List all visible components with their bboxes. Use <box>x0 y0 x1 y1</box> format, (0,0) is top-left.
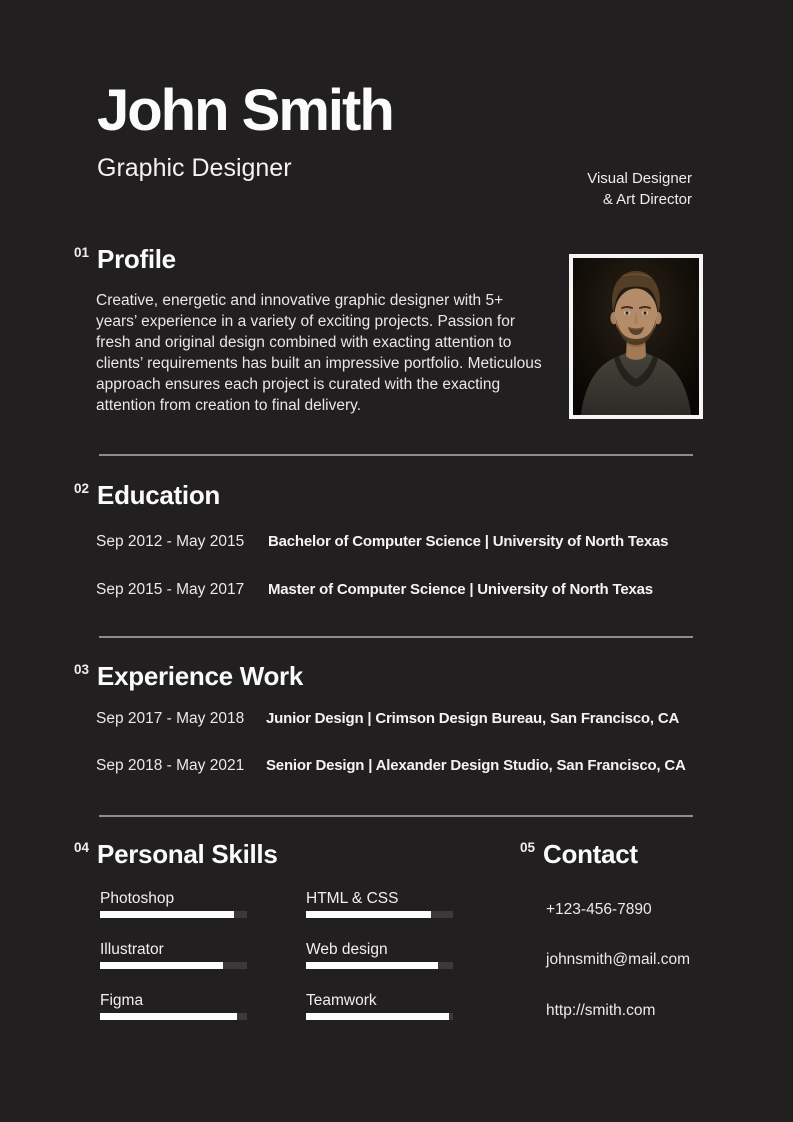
contact-website: http://smith.com <box>546 1002 656 1019</box>
experience-role: Senior Design | Alexander Design Studio, San Francisco, CA <box>266 757 686 774</box>
contact-email: johnsmith@mail.com <box>546 951 691 968</box>
skill-bar-track <box>100 1013 247 1020</box>
section-number-profile: 01 <box>74 245 90 260</box>
skill-bar-fill <box>100 911 234 918</box>
section-education-header <box>74 481 220 509</box>
section-profile-header <box>74 245 176 273</box>
divider <box>99 454 693 456</box>
profile-text: Creative, energetic and innovative graphic designer with 5+ years’ experience in a variety of exciting projects. Passion for fresh and original design combined with exacting attention to clients’ requirements has built an impressive portfolio. Meticulous approach ensures each project is curated with the exacting attention from creation to final delivery. <box>96 292 542 414</box>
section-heading-education: Education <box>97 480 221 510</box>
skill-label: Figma <box>100 992 144 1009</box>
section-number-education: 02 <box>74 481 90 496</box>
education-degree: Master of Computer Science | University of North Texas <box>268 581 653 598</box>
contact-phone: +123-456-7890 <box>546 901 652 918</box>
education-dates: Sep 2015 - May 2017 <box>96 581 245 598</box>
skill-bar-track <box>100 911 247 918</box>
section-skills-header <box>74 840 278 868</box>
skill-bar-track <box>306 962 453 969</box>
header-title: Graphic Designer <box>97 154 292 182</box>
skill-bar-fill <box>306 911 431 918</box>
tagline-line-1: Visual Designer <box>587 170 692 187</box>
divider <box>99 636 693 638</box>
section-number-experience: 03 <box>74 662 90 677</box>
divider <box>99 815 693 817</box>
skill-label: Web design <box>306 941 388 958</box>
section-number-skills: 04 <box>74 840 90 855</box>
skill-label: Illustrator <box>100 941 164 958</box>
skill-bar-fill <box>100 962 223 969</box>
skill-bar-track <box>306 911 453 918</box>
section-heading-contact: Contact <box>543 839 638 869</box>
skill-label: HTML & CSS <box>306 890 399 907</box>
tagline-line-2: & Art Director <box>602 191 692 208</box>
skill-bar-fill <box>306 962 438 969</box>
section-contact-header <box>520 840 638 868</box>
portrait-photo <box>569 254 703 419</box>
skill-bar-fill <box>306 1013 449 1020</box>
section-heading-skills: Personal Skills <box>97 839 278 869</box>
experience-role: Junior Design | Crimson Design Bureau, San Francisco, CA <box>266 710 680 727</box>
section-experience-header <box>74 662 303 690</box>
skill-label: Photoshop <box>100 890 175 907</box>
section-heading-experience: Experience Work <box>97 661 304 691</box>
header-tagline <box>587 168 692 210</box>
experience-dates: Sep 2018 - May 2021 <box>96 757 245 774</box>
skill-bar-track <box>306 1013 453 1020</box>
skill-bar-track <box>100 962 247 969</box>
education-degree: Bachelor of Computer Science | University of North Texas <box>268 533 669 550</box>
portrait-photo-image <box>573 258 699 415</box>
section-number-contact: 05 <box>520 840 536 855</box>
header-name: John Smith <box>97 78 393 143</box>
skill-label: Teamwork <box>306 992 377 1009</box>
experience-dates: Sep 2017 - May 2018 <box>96 710 245 727</box>
skill-bar-fill <box>100 1013 237 1020</box>
section-heading-profile: Profile <box>97 244 176 274</box>
education-dates: Sep 2012 - May 2015 <box>96 533 245 550</box>
